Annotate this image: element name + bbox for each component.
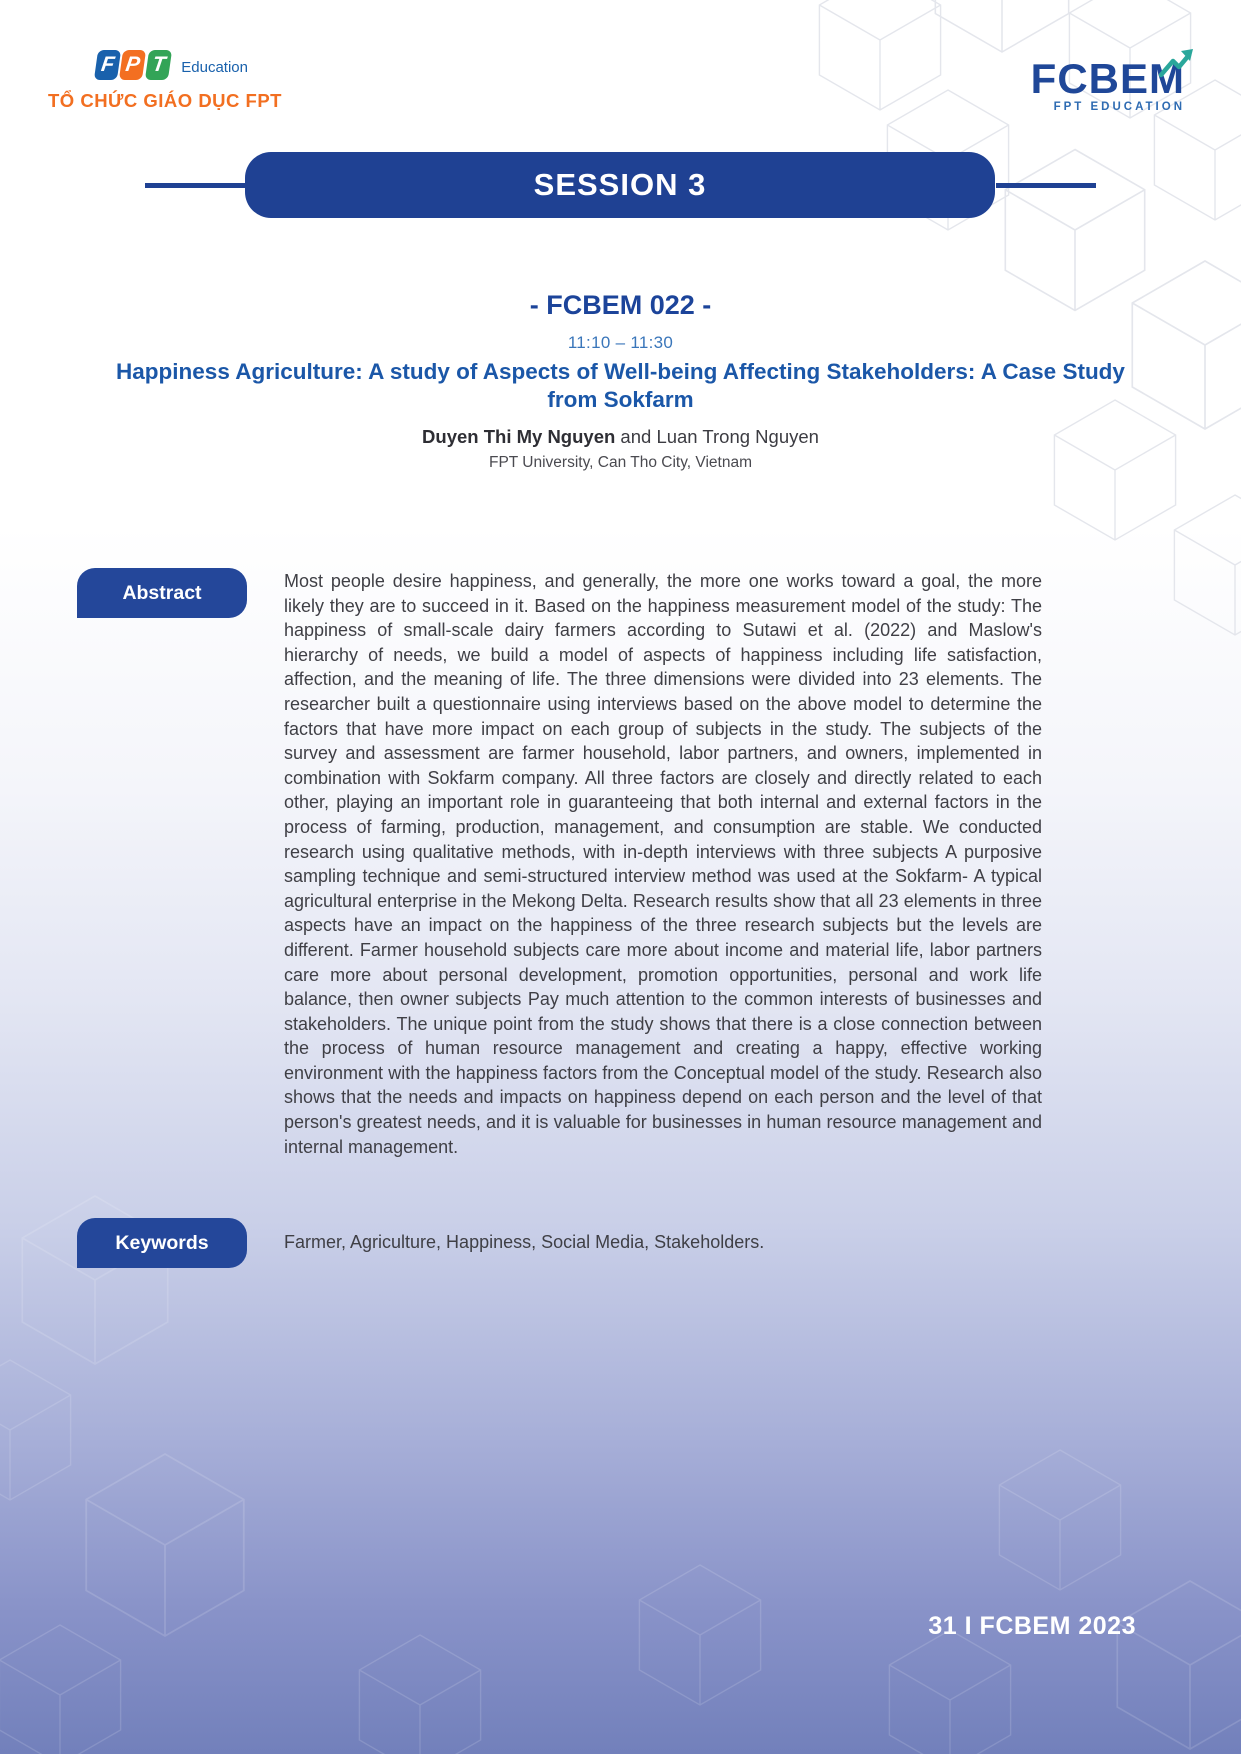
- session-banner-left-line: [145, 183, 245, 188]
- paper-affiliation: FPT University, Can Tho City, Vietnam: [488, 454, 752, 471]
- session-banner-row: [0, 152, 1241, 218]
- fpt-logo-blocks: [96, 50, 248, 80]
- fpt-education-logo: [48, 50, 282, 112]
- fcbem-logo: [1030, 55, 1185, 113]
- keywords-text: Farmer, Agriculture, Happiness, Social Media, Stakeholders.: [284, 1232, 765, 1252]
- paper-title: Happiness Agriculture: A study of Aspects of Well-being Affecting Stakeholders: A Case Study from Sokfarm: [116, 359, 1125, 412]
- abstract-text: Most people desire happiness, and generally, the more one works toward a goal, the more likely they are to succeed in it. Based on the happiness measurement model of the study: The happiness of small-scale dairy farmers according to Sutawi et al. (2022) and Maslow's hierarchy of needs, we build a model of aspects of happiness including life satisfaction, affection, and the meaning of life. The three dimensions were divided into 23 elements. The researcher built a questionnaire using interviews based on the above model to determine the factors that have more impact on each group of subjects in the study. The subjects of the survey and assessment are farmer household, labor partners, and owners, implemented in combination with Sokfarm company. All three factors are closely and directly related to each other, playing an important role in guaranteeing that both internal and external factors in the process of farming, production, management, and consumption are stable. We conducted research using qualitative methods, with in-depth interviews with three subjects A purposive sampling technique and semi-structured interview method was used at the Sokfarm- A typical agricultural enterprise in the Mekong Delta. Research results show that all 23 elements in three aspects have an impact on the happiness of the three research subjects but the levels are different. Farmer household subjects care more about income and material life, labor partners care more about personal development, promotion opportunities, personal and work life balance, then owner subjects Pay much attention to the common interests of businesses and stakeholders. The unique point from the study shows that there is a close connection between the process of human resource management and creating a happy, effective working environment with the happiness factors from the Conceptual model of the study. Research also shows that the needs and impacts on happiness depend on each person and the level of that person's greatest needs, and it is valuable for businesses in human resource management and internal management.: [284, 571, 1042, 1157]
- fcbem-logo-title: [1030, 55, 1185, 102]
- paper-author-primary: Duyen Thi My Nguyen: [422, 426, 616, 447]
- fpt-logo-letter-p: P: [119, 50, 147, 80]
- session-banner: SESSION 3: [245, 152, 995, 218]
- fcbem-logo-subtitle: FPT EDUCATION: [1053, 101, 1185, 113]
- fcbem-logo-text: FCBEM: [1030, 55, 1185, 102]
- fpt-logo-letter-f: F: [94, 50, 122, 80]
- paper-authors: [0, 426, 1241, 448]
- fpt-education-label: Education: [181, 59, 248, 76]
- keywords-label-pill: Keywords: [77, 1218, 247, 1268]
- fpt-org-label: TỔ CHỨC GIÁO DỤC FPT: [48, 90, 282, 111]
- paper-time-slot: 11:10 – 11:30: [567, 333, 674, 352]
- page-number-label: 31 I FCBEM 2023: [928, 1612, 1136, 1640]
- abstract-section: [77, 568, 1042, 1159]
- session-banner-right-line: [996, 183, 1096, 188]
- fcbem-arrow-icon: [1159, 49, 1193, 79]
- fpt-logo-letter-t: T: [145, 50, 173, 80]
- keywords-section: [77, 1218, 1042, 1268]
- paper-author-secondary: and Luan Trong Nguyen: [615, 426, 819, 447]
- abstract-label-pill: Abstract: [77, 568, 247, 618]
- paper-code: - FCBEM 022 -: [529, 290, 712, 320]
